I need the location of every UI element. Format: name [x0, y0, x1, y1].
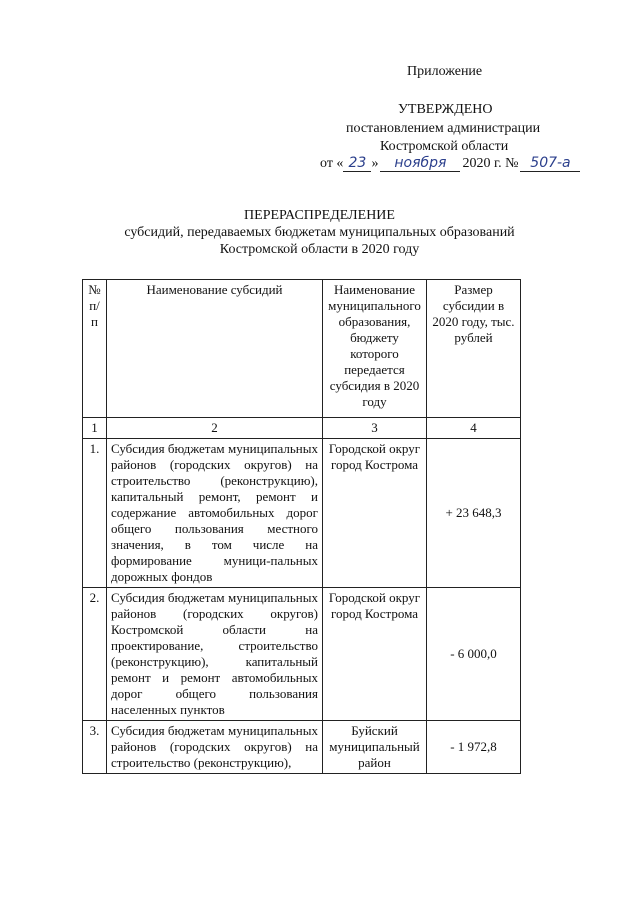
column-number: 1: [83, 418, 107, 439]
document-subtitle-line1: субсидий, передаваемых бюджетам муниципальных образований: [124, 225, 515, 240]
approved-label: УТВЕРЖДЕНО: [398, 102, 493, 117]
column-header-subsidy-name: Наименование субсидий: [107, 280, 323, 418]
table-row: [83, 588, 521, 721]
column-number: 3: [323, 418, 427, 439]
date-month: ноября: [380, 156, 460, 172]
date-day: 23: [343, 156, 371, 172]
column-number-row: [83, 418, 521, 439]
row-index: 1.: [83, 439, 107, 588]
document-subtitle-line2: Костромской области в 2020 году: [219, 242, 420, 257]
column-number: 2: [107, 418, 323, 439]
subsidy-amount: - 6 000,0: [427, 588, 521, 721]
date-prefix: от «: [320, 156, 344, 171]
subsidy-name: Субсидия бюджетам муниципальных районов (городских округов) Костромской области на проектирование, строительство (реконструкцию), капитальный ремонт и ремонт автомобильных дорог общего пользования населенных пунктов: [107, 588, 323, 721]
date-year: 2020 г. №: [462, 156, 519, 171]
table-header-row: [83, 280, 521, 418]
column-header-amount: Размер субсидии в 2020 году, тыс. рублей: [427, 280, 521, 418]
subsidy-name: Субсидия бюджетам муниципальных районов (городских округов) на строительство (реконструкцию), капитальный ремонт, ремонт и содержание автомобильных дорог общего пользования местного значения, в том числе на формирование муници-пальных дорожных фондов: [107, 439, 323, 588]
row-index: 3.: [83, 721, 107, 774]
column-number: 4: [427, 418, 521, 439]
date-quote-close: »: [371, 156, 379, 171]
region-line: Костромской области: [380, 139, 509, 154]
column-header-number: № п/п: [83, 280, 107, 418]
table-row: [83, 721, 521, 774]
subsidy-amount: - 1 972,8: [427, 721, 521, 774]
subsidy-name: Субсидия бюджетам муниципальных районов (городских округов) на строительство (реконструкцию),: [107, 721, 323, 774]
row-index: 2.: [83, 588, 107, 721]
document-title: ПЕРЕРАСПРЕДЕЛЕНИЕ: [244, 208, 395, 223]
municipality-name: Городской округ город Кострома: [323, 588, 427, 721]
approved-by-line: постановлением администрации: [346, 121, 541, 136]
table-row: [83, 439, 521, 588]
appendix-label: Приложение: [407, 64, 483, 79]
subsidy-table: [82, 279, 521, 774]
date-line: [320, 156, 580, 172]
column-header-municipality: Наименование муниципального образования, бюджету которого передается субсидия в 2020 году: [323, 280, 427, 418]
municipality-name: Городской округ город Кострома: [323, 439, 427, 588]
document-number: 507-а: [520, 156, 580, 172]
municipality-name: Буйский муниципальный район: [323, 721, 427, 774]
subsidy-amount: + 23 648,3: [427, 439, 521, 588]
